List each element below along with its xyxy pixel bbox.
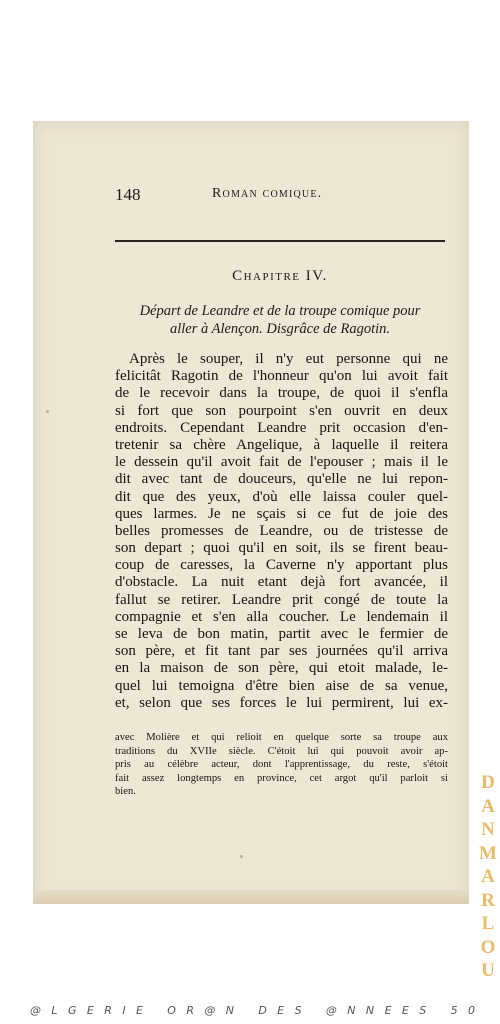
vertical-watermark-letter: M (479, 842, 497, 864)
body-line: ques larmes. Je ne sçais si ce fut de joie des (115, 505, 448, 522)
footer-watermark-char: G (67, 1003, 77, 1017)
vertical-watermark-letter: N (481, 819, 495, 840)
body-line: et, selon que ses forces le lui permirent, lui ex- (115, 694, 448, 711)
body-line: fallut se retirer. Leandre prit congé de toute la (115, 591, 448, 608)
footer-watermark-char: S (419, 1003, 427, 1017)
body-text (115, 351, 448, 712)
footer-watermark-char: I (122, 1003, 126, 1017)
body-line: le dessein qu'il avoit fait de l'epouser ; mais il le (115, 454, 448, 471)
footer-watermark-char: L (51, 1003, 58, 1017)
footer-watermark-char: E (277, 1003, 285, 1017)
chapter-title: Chapitre IV. (232, 268, 328, 284)
vertical-watermark-letter: L (481, 913, 495, 934)
body-line: endroits. Cependant Leandre prit occasion d'en- (115, 419, 448, 436)
footer-watermark-char: R (104, 1003, 112, 1017)
footnote (115, 731, 448, 799)
footer-watermark-char (244, 1004, 248, 1017)
footer-watermark-char: S (294, 1003, 302, 1017)
body-line: d'obstacle. La nuit etant dejà fort avancée, il (115, 574, 448, 591)
vertical-watermark-letter: A (481, 795, 495, 817)
footer-watermark-char: E (401, 1003, 409, 1017)
footer-watermark (30, 1000, 475, 1020)
footnote-line: traditions du XVIIe siècle. C'étoit lui qui pouvoit avoir ap- (115, 745, 448, 757)
footer-watermark-char: O (167, 1003, 176, 1017)
chapter-subtitle (118, 302, 442, 338)
chapter-subtitle-line: Départ de Leandre et de la troupe comique pour (139, 303, 421, 319)
header-rule (115, 240, 445, 242)
paper-speck (46, 410, 49, 413)
body-line: dit avec tant de douceurs, qu'elle ne lui repon- (115, 471, 448, 488)
body-line: Après le souper, il n'y eut personne qui ne (129, 351, 448, 367)
footer-watermark-char: E (86, 1003, 94, 1017)
chapter-subtitle-line: aller à Alençon. Disgrâce de Ragotin. (169, 321, 390, 337)
paper-speck (240, 855, 243, 858)
footnote-line: fait assez longtemps en province, cet argot qu'il parloit si (115, 772, 448, 784)
body-line: si fort que son pourpoint s'en ouvrit en deux (115, 402, 448, 419)
page-header (115, 185, 445, 207)
body-line: compagnie et s'en alla coucher. Le lendemain il (115, 608, 448, 625)
body-line: se leva de bon matin, partit avec le fermier de (115, 626, 448, 642)
page-edge-shadow (33, 890, 469, 904)
footer-watermark-char: @ (204, 1003, 216, 1017)
body-line: belles promesses de Leandre, ou de tristesse de (115, 522, 448, 539)
body-line: en la maison de son père, qui etoit malade, le- (115, 660, 448, 677)
body-line: son père, et fit tant par ses journées qu'il arriva (115, 643, 448, 660)
body-line: felicitât Ragotin de l'honneur qu'on lui avoit fait (115, 368, 448, 385)
body-line: tretenir sa chère Angelique, à laquelle il reitera (115, 436, 448, 453)
footer-watermark-char (153, 1004, 157, 1017)
running-title: Roman comique. (212, 186, 323, 201)
page-number: 148 (115, 185, 141, 204)
footer-watermark-char (437, 1004, 441, 1017)
vertical-watermark-letter: U (481, 960, 495, 981)
footer-watermark-char (312, 1004, 316, 1017)
footer-watermark-char: R (186, 1003, 194, 1017)
body-line: son depart ; quoi qu'il en soit, ils se firent beau- (115, 540, 448, 557)
body-line: coup de caresses, la Caverne n'y apportant plus (115, 557, 448, 574)
body-line: quel lui temoigna d'être bien aise de sa venue, (115, 677, 448, 694)
vertical-watermark-letter: R (481, 889, 495, 911)
footer-watermark-char: @ (30, 1003, 41, 1017)
footer-watermark-char: 5 (450, 1003, 458, 1017)
footer-watermark-char: @ (325, 1003, 337, 1017)
vertical-watermark-letter: O (480, 936, 496, 958)
footnote-line: pris au célèbre acteur, dont l'apprentissage, du reste, s'étoit (115, 759, 448, 771)
footer-watermark-char: N (225, 1003, 235, 1017)
body-line: dit que des yeux, d'où elle laissa couler quel- (115, 488, 448, 505)
footer-watermark-char: E (135, 1003, 143, 1017)
footnote-line: bien. (115, 786, 136, 798)
vertical-watermark-letter: A (481, 866, 495, 887)
footer-watermark-char: N (365, 1003, 375, 1017)
footer-watermark-char: D (258, 1003, 267, 1017)
vertical-watermark (478, 772, 498, 982)
footnote-line: avec Molière et qui relioit en quelque sorte sa troupe aux (115, 732, 448, 743)
vertical-watermark-letter: D (481, 772, 495, 793)
footer-watermark-char: E (384, 1003, 392, 1017)
footer-watermark-char: 0 (467, 1003, 475, 1017)
body-line: de le recevoir dans la troupe, de quoi il s'enfla (115, 385, 448, 402)
footer-watermark-char: N (347, 1003, 356, 1017)
